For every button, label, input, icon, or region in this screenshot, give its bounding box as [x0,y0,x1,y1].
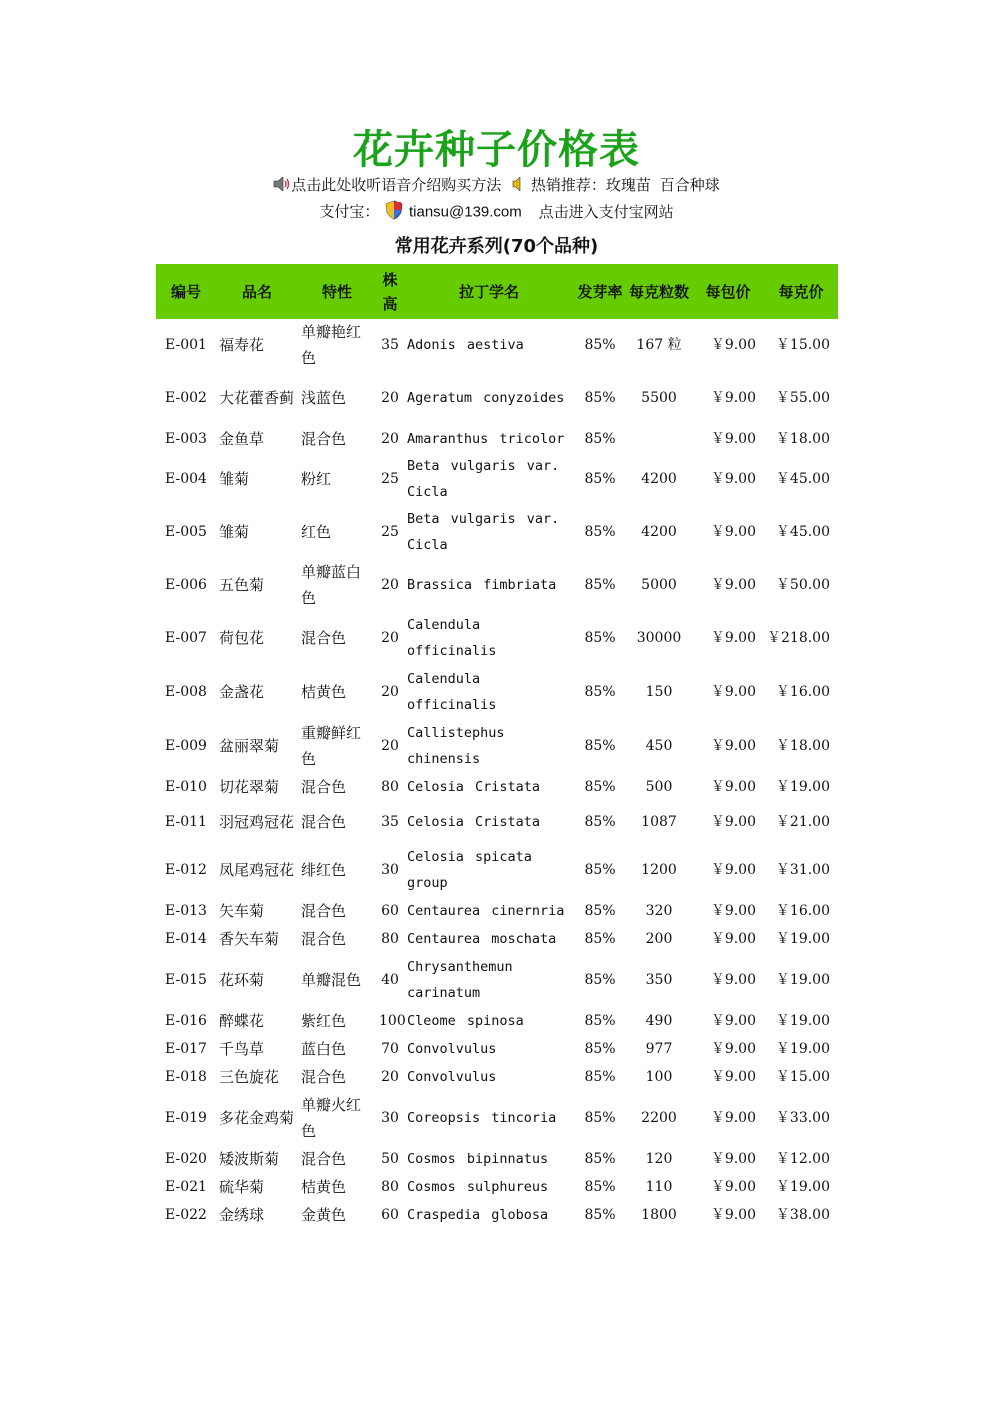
table-cell: E-012 [165,862,207,878]
table-cell: ￥9.00 [710,931,756,947]
table-cell: E-021 [165,1179,207,1195]
table-cell: 20 [381,1069,399,1085]
table-cell: ￥9.00 [710,1041,756,1057]
table-cell: 紫红色 [301,1012,347,1030]
table-cell: 80 [381,1179,399,1195]
table-cell: 50 [381,1151,399,1167]
table-cell: E-017 [165,1041,207,1057]
table-cell: 25 [381,524,399,540]
table-cell: 35 [381,337,399,353]
table-cell: E-004 [165,471,207,487]
table-cell: Ageratum conyzoides [407,390,565,406]
table-row [156,559,838,611]
table-cell: ￥19.00 [775,1041,830,1057]
table-cell: 60 [381,903,399,919]
table-cell: 福寿花 [219,336,265,354]
table-row [156,371,838,425]
table-cell: E-005 [165,524,207,540]
table-cell: E-015 [165,972,207,988]
table-cell: ￥33.00 [775,1110,830,1126]
table-cell: E-022 [165,1207,207,1223]
table-cell: 1800 [641,1207,677,1223]
col-header: 株高 [382,270,398,313]
table-cell: 85% [584,1151,616,1167]
audio-guide-link[interactable]: 点击此处收听语音介绍购买方法 [291,176,502,194]
table-cell: ￥9.00 [710,1179,756,1195]
table-cell: ￥9.00 [710,779,756,795]
table-cell: 30 [381,1110,399,1126]
table-cell: ￥15.00 [775,1069,830,1085]
table-cell: 混合色 [301,1068,347,1086]
table-cell: 混合色 [301,902,347,920]
table-cell: ￥31.00 [775,862,830,878]
table-cell: E-020 [165,1151,207,1167]
table-row [156,425,838,453]
table-cell: ￥19.00 [775,931,830,947]
table-cell: ￥45.00 [775,524,830,540]
table-cell: ￥16.00 [775,684,830,700]
table-cell: 490 [645,1013,673,1029]
table-row [156,505,838,559]
table-cell: 500 [645,779,673,795]
table-cell: 金鱼草 [219,430,265,448]
table-cell: E-019 [165,1110,207,1126]
table-cell: Coreopsis tincoria [407,1110,557,1126]
table-row [156,1173,838,1201]
table-row [156,1091,838,1145]
table-cell: ￥19.00 [775,1179,830,1195]
table-cell: Convolvulus [407,1041,497,1057]
table-cell: 雏菊 [219,470,250,488]
table-cell: ￥9.00 [710,577,756,593]
table-cell: ￥18.00 [775,431,830,447]
table-cell: 320 [645,903,673,919]
table-header-row [156,264,838,319]
table-cell: 20 [381,738,399,754]
col-header: 每克价 [778,282,824,301]
table-cell: 85% [584,577,616,593]
table-cell: ￥9.00 [710,431,756,447]
table-cell: 2200 [641,1110,677,1126]
table-cell: 85% [584,1207,616,1223]
table-cell: 桔黄色 [301,1178,347,1196]
table-row [156,773,838,801]
table-cell: 200 [645,931,673,947]
table-cell: ￥9.00 [710,1013,756,1029]
table-cell: ￥16.00 [775,903,830,919]
table-cell: E-001 [165,337,207,353]
table-cell [626,425,692,453]
table-cell: 5000 [641,577,677,593]
table-cell: 三色旋花 [219,1068,280,1086]
table-cell: 85% [584,630,616,646]
table-cell: ￥9.00 [710,814,756,830]
table-cell: ￥218.00 [767,630,830,646]
table-cell: 绯红色 [301,861,347,879]
table-cell: Convolvulus [407,1069,497,1085]
table-cell: 150 [645,684,673,700]
table-cell: ￥9.00 [710,630,756,646]
table-cell: 85% [584,1179,616,1195]
table-row [156,665,838,719]
speaker-icon[interactable] [273,177,291,195]
table-cell: 85% [584,390,616,406]
table-cell: 85% [584,903,616,919]
table-cell: 4200 [641,471,677,487]
table-cell: E-003 [165,431,207,447]
table-cell: 70 [381,1041,399,1057]
table-row [156,1145,838,1173]
table-cell: ￥9.00 [710,390,756,406]
table-cell: Cosmos sulphureus [407,1179,549,1195]
table-cell: 盆丽翠菊 [219,737,280,755]
table-row [156,1063,838,1091]
table-cell: 5500 [641,390,677,406]
table-cell: 花环菊 [219,971,265,989]
table-cell: 350 [645,972,673,988]
table-cell: Beta vulgaris var. Cicla [407,458,560,500]
table-cell: E-002 [165,390,207,406]
table-cell: ￥19.00 [775,972,830,988]
table-cell: 荷包花 [219,629,265,647]
table-cell: Celosia Cristata [407,814,541,830]
table-cell: ￥21.00 [775,814,830,830]
table-cell: 醉蝶花 [219,1012,265,1030]
table-cell: 红色 [301,523,332,541]
table-cell: Celosia spicata group [407,849,532,891]
table-cell: 重瓣鲜红色 [301,724,362,768]
table-cell: 85% [584,779,616,795]
hot-recommend-label: 热销推荐： [530,176,606,194]
table-cell: 金绣球 [219,1206,265,1224]
table-body [156,319,838,1229]
table-cell: Craspedia globosa [407,1207,549,1223]
table-cell: 矮波斯菊 [219,1150,280,1168]
table-cell: ￥19.00 [775,1013,830,1029]
table-cell: 雏菊 [219,523,250,541]
table-cell: E-011 [165,814,207,830]
alipay-site-link[interactable]: 点击进入支付宝网站 [538,202,674,221]
table-cell: 60 [381,1207,399,1223]
table-cell: E-016 [165,1013,207,1029]
table-cell: 单瓣混色 [301,971,362,989]
table-cell: 矢车菊 [219,902,265,920]
page-title: 花卉种子价格表 [353,127,640,173]
table-cell: 80 [381,779,399,795]
table-row [156,453,838,505]
table-cell: Centaurea cinernria [407,903,565,919]
table-cell: 千鸟草 [219,1040,265,1058]
table-cell: E-010 [165,779,207,795]
hot-item-lily[interactable]: 百合种球 [659,176,720,194]
hot-item-rose[interactable]: 玫瑰苗 [605,176,651,194]
col-header: 品名 [241,282,272,301]
table-cell: ￥9.00 [710,471,756,487]
table-cell: ￥9.00 [710,1207,756,1223]
table-cell: 20 [381,577,399,593]
table-cell: 混合色 [301,430,347,448]
table-cell: 1200 [641,862,677,878]
price-table [156,264,838,1229]
table-cell: Calendula officinalis [407,617,497,659]
table-cell: 金黄色 [301,1206,347,1224]
table-cell: E-006 [165,577,207,593]
table-cell: Cleome spinosa [407,1013,524,1029]
table-cell: E-007 [165,630,207,646]
table-cell: 20 [381,431,399,447]
table-cell: Calendula officinalis [407,671,497,713]
table-cell: 85% [584,738,616,754]
table-cell: 85% [584,931,616,947]
table-cell: 85% [584,972,616,988]
table-cell: 切花翠菊 [219,778,280,796]
table-cell: 混合色 [301,1150,347,1168]
table-cell: Callistephus chinensis [407,725,505,767]
table-cell: 30000 [636,630,682,646]
table-cell: ￥9.00 [710,903,756,919]
table-cell: 混合色 [301,629,347,647]
table-cell: 120 [645,1151,673,1167]
table-cell: ￥9.00 [710,738,756,754]
table-cell: Centaurea moschata [407,931,557,947]
table-cell: ￥19.00 [775,779,830,795]
table-cell: 多花金鸡菊 [219,1109,295,1127]
table-cell: 粉红 [301,470,332,488]
table-cell: Amaranthus tricolor [407,431,565,447]
table-row [156,801,838,843]
table-cell: E-018 [165,1069,207,1085]
table-cell: Adonis aestiva [407,337,524,353]
table-cell: Brassica fimbriata [407,577,557,593]
table-cell: ￥45.00 [775,471,830,487]
table-cell: 20 [381,684,399,700]
table-cell: 硫华菊 [219,1178,265,1196]
table-row [156,611,838,665]
table-cell: 100 [645,1069,673,1085]
table-cell: ￥9.00 [710,524,756,540]
table-cell: E-008 [165,684,207,700]
alipay-line [0,200,993,224]
table-cell: ￥9.00 [710,1069,756,1085]
table-cell: 100 [379,1013,406,1029]
table-cell: 蓝白色 [301,1040,347,1058]
table-cell: 4200 [641,524,677,540]
table-cell: 1087 [641,814,677,830]
small-speaker-icon [512,177,522,195]
table-cell: 25 [381,471,399,487]
section-title: 常用花卉系列(70个品种) [394,236,599,257]
table-cell: 单瓣火红色 [301,1096,362,1140]
col-header: 特性 [321,282,352,301]
table-cell: ￥9.00 [710,972,756,988]
alipay-account: tiansu@139.com [408,203,522,221]
col-header: 发芽率 [577,282,623,301]
table-cell: 35 [381,814,399,830]
table-cell: 85% [584,1013,616,1029]
table-cell: Cosmos bipinnatus [407,1151,549,1167]
table-cell: ￥9.00 [710,1110,756,1126]
shield-icon [384,200,404,224]
table-cell: 85% [584,1041,616,1057]
table-cell: 单瓣蓝白色 [301,563,362,607]
table-row [156,1201,838,1229]
table-row [156,1007,838,1035]
table-row [156,843,838,897]
table-cell: Celosia Cristata [407,779,541,795]
table-cell: ￥9.00 [710,1151,756,1167]
table-cell: 金盏花 [219,683,265,701]
table-cell: 30 [381,862,399,878]
table-cell: 167 粒 [636,337,682,353]
table-cell: ￥9.00 [710,684,756,700]
table-cell: ￥15.00 [775,337,830,353]
table-row [156,953,838,1007]
table-cell: 五色菊 [219,576,265,594]
table-cell: Chrysanthemun carinatum [407,959,513,1001]
table-row [156,719,838,773]
col-header: 每包价 [705,282,751,301]
info-line [0,174,993,195]
table-cell: 单瓣艳红色 [301,323,362,367]
table-cell: 977 [645,1041,673,1057]
col-header: 每克粒数 [628,282,689,301]
table-cell: 85% [584,684,616,700]
table-cell: ￥9.00 [710,337,756,353]
col-header: 编号 [170,282,201,301]
alipay-label: 支付宝： [319,202,380,221]
table-cell: Beta vulgaris var. Cicla [407,511,560,553]
table-cell: 85% [584,431,616,447]
table-cell: 20 [381,390,399,406]
table-cell: 80 [381,931,399,947]
table-cell: 85% [584,1069,616,1085]
table-cell: 85% [584,337,616,353]
table-cell: E-014 [165,931,207,947]
table-cell: ￥12.00 [775,1151,830,1167]
table-cell: ￥55.00 [775,390,830,406]
table-cell: 羽冠鸡冠花 [219,813,295,831]
table-cell: ￥50.00 [775,577,830,593]
table-cell: 大花藿香蓟 [219,389,295,407]
table-cell: 110 [645,1179,673,1195]
table-row [156,1035,838,1063]
table-cell: 混合色 [301,813,347,831]
table-row [156,897,838,925]
table-cell: 85% [584,862,616,878]
table-cell: 450 [645,738,673,754]
table-cell: 85% [584,1110,616,1126]
table-cell: 混合色 [301,778,347,796]
table-row [156,925,838,953]
table-row [156,319,838,371]
table-cell: 85% [584,471,616,487]
col-header: 拉丁学名 [458,282,519,301]
table-cell: 香矢车菊 [219,930,280,948]
table-cell: 浅蓝色 [301,389,347,407]
table-cell: 凤尾鸡冠花 [219,861,295,879]
table-cell: 20 [381,630,399,646]
table-cell: ￥38.00 [775,1207,830,1223]
table-cell: 混合色 [301,930,347,948]
table-cell: ￥18.00 [775,738,830,754]
table-cell: 85% [584,524,616,540]
table-cell: 85% [584,814,616,830]
table-cell: ￥9.00 [710,862,756,878]
table-cell: 桔黄色 [301,683,347,701]
table-cell: E-009 [165,738,207,754]
table-cell: E-013 [165,903,207,919]
table-cell: 40 [381,972,399,988]
